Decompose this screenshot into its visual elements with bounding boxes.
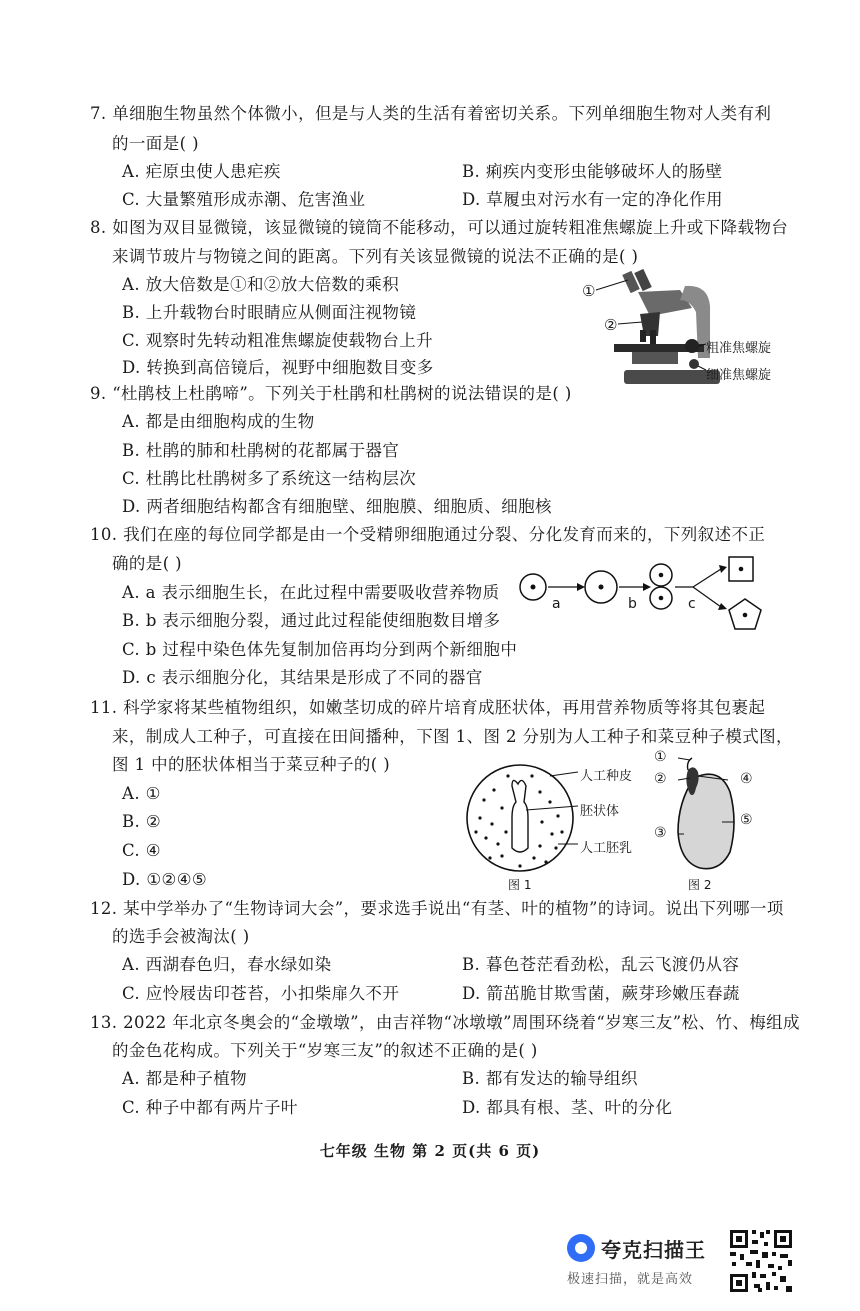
q7-stem-line2: 的一面是( ) bbox=[112, 134, 199, 153]
cell-division-figure bbox=[515, 555, 775, 635]
q11-stem-line1: 11. 科学家将某些植物组织，如嫩茎切成的碎片培育成胚状体，再用营养物质等将其包裹起 bbox=[90, 698, 766, 717]
scanner-brand bbox=[565, 1232, 725, 1292]
q7-option-d: D. 草履虫对污水有一定的净化作用 bbox=[462, 190, 723, 209]
fig1-label-coat: 人工种皮 bbox=[580, 769, 633, 784]
q12-option-a: A. 西湖春色归，春水绿如染 bbox=[122, 955, 332, 974]
q8-option-b: B. 上升载物台时眼睛应从侧面注视物镜 bbox=[122, 303, 417, 322]
q9-option-d: D. 两者细胞结构都含有细胞壁、细胞膜、细胞质、细胞核 bbox=[122, 497, 552, 516]
q10-option-b: B. b 表示细胞分裂，通过此过程能使细胞数目增多 bbox=[122, 611, 501, 630]
q10-stem-line1: 10. 我们在座的每位同学都是由一个受精卵细胞通过分裂、分化发育而来的，下列叙述不正 bbox=[90, 525, 766, 544]
fig2-label-1: ① bbox=[654, 749, 667, 765]
fig2-label-5: ⑤ bbox=[740, 812, 753, 828]
q7-stem-line1: 7. 单细胞生物虽然个体微小，但是与人类的生活有着密切关系。下列单细胞生物对人类有利 bbox=[90, 104, 772, 123]
q10-option-c: C. b 过程中染色体先复制加倍再均分到两个新细胞中 bbox=[122, 640, 518, 659]
fig2-label-4: ④ bbox=[740, 771, 753, 787]
q12-stem-line1: 12. 某中学举办了“生物诗词大会”，要求选手说出“有茎、叶的植物”的诗词。说出下列哪一项 bbox=[90, 899, 784, 918]
q13-option-b: B. 都有发达的输导组织 bbox=[462, 1069, 638, 1088]
fig2-title: 图 2 bbox=[688, 878, 712, 892]
page-footer: 七年级 生物 第 2 页(共 6 页) bbox=[319, 1142, 541, 1160]
q7-option-a: A. 疟原虫使人患疟疾 bbox=[122, 162, 281, 181]
q8-option-a: A. 放大倍数是①和②放大倍数的乘积 bbox=[122, 275, 400, 294]
artificial-seed-figure bbox=[462, 762, 582, 874]
fig1-label-embryo: 胚状体 bbox=[580, 804, 620, 819]
q13-stem-line1: 13. 2022 年北京冬奥会的“金墩墩”，由吉祥物“冰墩墩”周围环绕着“岁寒三友”松、竹、梅组成 bbox=[90, 1013, 800, 1032]
q9-option-c: C. 杜鹃比杜鹃树多了系统这一结构层次 bbox=[122, 469, 417, 488]
q8-option-c: C. 观察时先转动粗准焦螺旋使载物台上升 bbox=[122, 331, 434, 350]
cell-figure-label-a: a bbox=[552, 596, 561, 612]
q10-stem-line2: 确的是( ) bbox=[112, 554, 183, 573]
q11-option-d: D. ①②④⑤ bbox=[122, 870, 208, 889]
fig2-label-3: ③ bbox=[654, 825, 667, 841]
brand-slogan: 极速扫描，就是高效 bbox=[567, 1272, 694, 1287]
q11-stem-line2: 来，制成人工种子，可直接在田间播种，下图 1、图 2 分别为人工种子和菜豆种子模式图， bbox=[112, 727, 793, 746]
q8-stem-line2: 来调节玻片与物镜之间的距离。下列有关该显微镜的说法不正确的是( ) bbox=[112, 247, 639, 266]
q10-option-d: D. c 表示细胞分化，其结果是形成了不同的器官 bbox=[122, 668, 483, 687]
fig2-label-2: ② bbox=[654, 771, 667, 787]
q8-option-d: D. 转换到高倍镜后，视野中细胞数目变多 bbox=[122, 358, 434, 377]
q7-option-b: B. 痢疾内变形虫能够破坏人的肠壁 bbox=[462, 162, 723, 181]
q9-stem: 9. “杜鹃枝上杜鹃啼”。下列关于杜鹃和杜鹃树的说法错误的是( ) bbox=[90, 384, 572, 403]
q12-option-b: B. 暮色苍茫看劲松，乱云飞渡仍从容 bbox=[462, 955, 740, 974]
q11-option-c: C. ④ bbox=[122, 841, 161, 860]
q9-option-a: A. 都是由细胞构成的生物 bbox=[122, 412, 315, 431]
q11-option-b: B. ② bbox=[122, 812, 162, 831]
q12-option-d: D. 箭茁脆甘欺雪菌，蕨芽珍嫩压春蔬 bbox=[462, 984, 740, 1003]
quark-logo-icon bbox=[567, 1234, 595, 1262]
q8-stem-line1: 8. 如图为双目显微镜，该显微镜的镜筒不能移动，可以通过旋转粗准焦螺旋上升或下降载物台 bbox=[90, 218, 789, 237]
cell-figure-label-b: b bbox=[628, 596, 637, 612]
qr-code-icon bbox=[728, 1228, 794, 1294]
cell-figure-label-c: c bbox=[688, 596, 696, 612]
microscope-label-1: ① bbox=[582, 282, 596, 300]
q13-option-d: D. 都具有根、茎、叶的分化 bbox=[462, 1098, 673, 1117]
q13-option-c: C. 种子中都有两片子叶 bbox=[122, 1098, 298, 1117]
fig1-label-endosperm: 人工胚乳 bbox=[580, 841, 633, 856]
q12-option-c: C. 应怜屐齿印苍苔，小扣柴扉久不开 bbox=[122, 984, 400, 1003]
brand-name: 夸克扫描王 bbox=[601, 1238, 706, 1262]
q13-stem-line2: 的金色花构成。下列关于“岁寒三友”的叙述不正确的是( ) bbox=[112, 1041, 538, 1060]
microscope-label-fine: 细准焦螺旋 bbox=[706, 368, 772, 383]
bean-seed-figure bbox=[660, 752, 770, 876]
q10-option-a: A. a 表示细胞生长，在此过程中需要吸收营养物质 bbox=[122, 583, 500, 602]
microscope-label-coarse: 粗准焦螺旋 bbox=[706, 341, 772, 356]
q13-option-a: A. 都是种子植物 bbox=[122, 1069, 248, 1088]
q9-option-b: B. 杜鹃的肺和杜鹃树的花都属于器官 bbox=[122, 441, 400, 460]
fig1-title: 图 1 bbox=[508, 878, 532, 892]
microscope-label-2: ② bbox=[604, 316, 618, 334]
q12-stem-line2: 的选手会被淘汰( ) bbox=[112, 927, 250, 946]
q11-stem-line3: 图 1 中的胚状体相当于菜豆种子的( ) bbox=[112, 755, 391, 774]
q11-option-a: A. ① bbox=[122, 784, 161, 803]
q7-option-c: C. 大量繁殖形成赤潮、危害渔业 bbox=[122, 190, 366, 209]
